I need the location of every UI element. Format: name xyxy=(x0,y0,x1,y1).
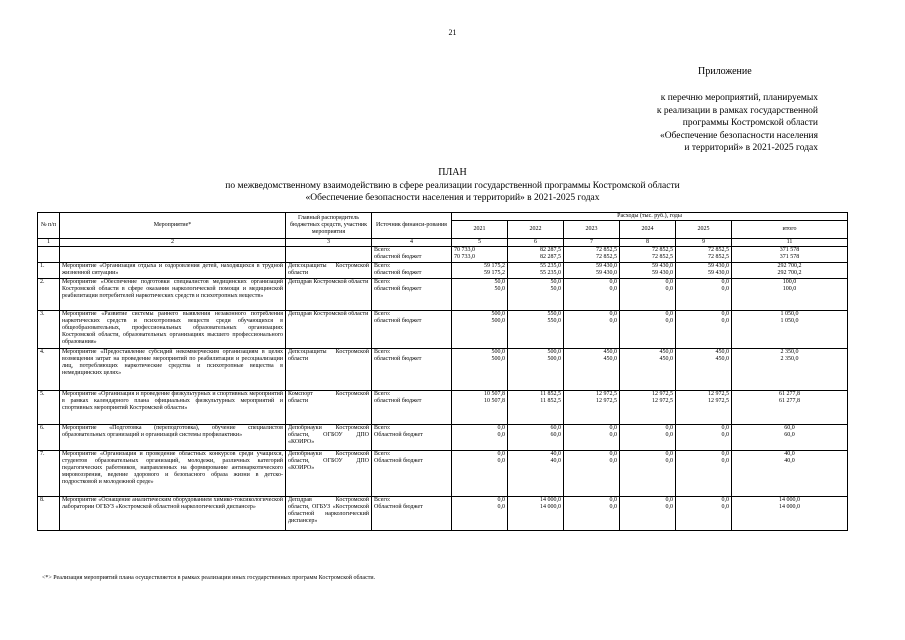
source-label: Всего: xyxy=(374,311,391,317)
value-cell xyxy=(508,497,564,531)
value-cell xyxy=(732,279,848,311)
source-cell xyxy=(372,279,452,311)
value: 0,0 xyxy=(497,458,505,464)
value-cell xyxy=(452,279,508,311)
value: 60,0 xyxy=(550,425,561,431)
event-cell: Мероприятие «Оснащение аналитическим оборудованием химико-токсикологической лаборатории ОГБУЗ «Костромской областной наркологический диспансер» xyxy=(60,497,286,531)
value-cell xyxy=(564,247,620,263)
value: 0,0 xyxy=(497,497,505,503)
value: 59 430,0 xyxy=(708,263,729,269)
column-numbers-row xyxy=(38,239,848,247)
event-cell: Мероприятие «Подготовка (переподготовка), обучение специалистов образовательных организаций и организаций системы профилактики» xyxy=(60,425,286,451)
event-cell: Мероприятие «Организация и проведение областных конкурсов среди учащихся, студентов образовательных организаций, молодежи, различных категорий педагогических работников, направленных на формирование антинаркотического мировоззрения, ведение здорового и безопасного образа жизни в детско-подростковой и молодежной среде» xyxy=(60,451,286,497)
col-number: 11 xyxy=(732,239,848,247)
manager-cell: Комспорт Костромской области xyxy=(286,391,372,425)
value: 0,0 xyxy=(721,318,729,324)
manager-cell: Депздрав Костромской области xyxy=(286,311,372,349)
manager-cell: Депздрав Костромской области, ОГБУЗ «Костромской областной наркологический диспансер» xyxy=(286,497,372,531)
source-cell xyxy=(372,425,452,451)
value-cell xyxy=(508,451,564,497)
col-number: 9 xyxy=(676,239,732,247)
value: 450,0 xyxy=(603,349,617,355)
source-label: Областной бюджет xyxy=(374,432,423,438)
source-label: Областной бюджет xyxy=(374,458,423,464)
appendix-line: к реализации в рамках государственной xyxy=(656,105,818,116)
value: 0,0 xyxy=(665,318,673,324)
source-label: областной бюджет xyxy=(374,398,422,404)
value: 61 277,8 xyxy=(779,391,801,397)
value: 0,0 xyxy=(721,497,729,503)
value: 100,0 xyxy=(782,279,797,285)
footnote: <*> Реализация мероприятий плана осуществляется в рамках реализации иных государственных программ Костромской области. xyxy=(42,575,376,581)
value-cell xyxy=(508,425,564,451)
table-body xyxy=(38,247,848,531)
value-cell xyxy=(676,349,732,391)
row-number: 7. xyxy=(38,451,60,497)
value: 1 050,0 xyxy=(780,318,799,324)
appendix-caption xyxy=(618,92,818,155)
value: 0,0 xyxy=(721,504,729,510)
plan-title: ПЛАН xyxy=(438,167,467,178)
value: 0,0 xyxy=(497,451,505,457)
appendix-heading: Приложение xyxy=(698,66,752,77)
value: 0,0 xyxy=(497,432,505,438)
event-cell: Мероприятие «Обеспечение подготовки специалистов медицинских организаций Костромской области в сфере оказания наркологической помощи и медицинской реабилитации потребителей наркотических средств и психотропных веществ» xyxy=(60,279,286,311)
col-year-header: 2023 xyxy=(564,221,620,239)
value-cell xyxy=(564,391,620,425)
value-cell xyxy=(676,497,732,531)
value: 50,0 xyxy=(550,279,561,285)
value-cell xyxy=(620,263,676,279)
value: 12 972,5 xyxy=(708,398,729,404)
value: 12 972,5 xyxy=(708,391,729,397)
value: 0,0 xyxy=(609,504,617,510)
value-cell xyxy=(508,391,564,425)
value: 500,0 xyxy=(547,356,561,362)
source-label: областной бюджет xyxy=(374,286,422,292)
event-cell: Мероприятие «Развитие системы раннего выявления незаконного потребления наркотических средств и психотропных веществ среди обучающихся в общеобразовательных, профессиональных образовательных организациях Костромской области, образовательных организациях высшего профессионального образования» xyxy=(60,311,286,349)
value-cell xyxy=(620,349,676,391)
value: 60,0 xyxy=(550,432,561,438)
value: 450,0 xyxy=(715,356,729,362)
value: 50,0 xyxy=(550,286,561,292)
value: 450,0 xyxy=(659,349,673,355)
value-cell xyxy=(452,349,508,391)
source-cell xyxy=(372,247,452,263)
value: 59 430,0 xyxy=(652,270,673,276)
manager-cell: Депобрнауки Костромской области, ОГБОУ ДПО «КОИРО» xyxy=(286,451,372,497)
value-cell xyxy=(732,425,848,451)
value: 0,0 xyxy=(721,432,729,438)
value: 14 000,0 xyxy=(540,504,561,510)
value-cell xyxy=(508,263,564,279)
manager-cell: Депобрнауки Костромской области, ОГБОУ ДПО «КОИРО» xyxy=(286,425,372,451)
value: 10 507,8 xyxy=(484,398,505,404)
manager-cell: Депсоцзащиты Костромской области xyxy=(286,349,372,391)
value: 72 852,5 xyxy=(652,254,673,260)
table-row xyxy=(38,451,848,497)
value: 59 430,0 xyxy=(652,263,673,269)
value: 0,0 xyxy=(609,279,617,285)
value-cell xyxy=(508,349,564,391)
totals-row xyxy=(38,247,848,263)
row-number: 8. xyxy=(38,497,60,531)
page-number: 21 xyxy=(448,28,457,37)
value-cell xyxy=(620,247,676,263)
col-number: 1 xyxy=(38,239,60,247)
value: 70 733,0 xyxy=(454,247,475,253)
value: 50,0 xyxy=(494,286,505,292)
table-header xyxy=(38,213,848,247)
col-number: 3 xyxy=(286,239,372,247)
value-cell xyxy=(732,497,848,531)
value-cell xyxy=(732,311,848,349)
col-source-header: Источник финанси-рования xyxy=(372,213,452,239)
value: 40,0 xyxy=(550,458,561,464)
value: 40,0 xyxy=(784,451,795,457)
value-cell xyxy=(732,391,848,425)
value: 2 350,0 xyxy=(780,349,799,355)
col-year-header: 2021 xyxy=(452,221,508,239)
table-row xyxy=(38,391,848,425)
value-cell xyxy=(620,497,676,531)
value: 0,0 xyxy=(609,432,617,438)
value: 0,0 xyxy=(721,451,729,457)
value-cell xyxy=(620,391,676,425)
value: 0,0 xyxy=(721,425,729,431)
col-number: 5 xyxy=(452,239,508,247)
value: 0,0 xyxy=(665,497,673,503)
source-cell xyxy=(372,311,452,349)
appendix-line: «Обеспечение безопасности населения xyxy=(659,130,818,141)
source-label: областной бюджет xyxy=(374,318,422,324)
value: 40,0 xyxy=(550,451,561,457)
col-total-header: итого xyxy=(732,221,848,239)
value: 14 000,0 xyxy=(779,504,801,510)
col-expenses-header: Расходы (тыс. руб.), годы xyxy=(452,213,848,221)
value: 72 852,5 xyxy=(596,247,617,253)
value: 0,0 xyxy=(609,451,617,457)
value-cell xyxy=(620,279,676,311)
value: 60,0 xyxy=(784,425,795,431)
col-num-header: № п/п xyxy=(38,213,60,239)
value-cell xyxy=(676,451,732,497)
value-cell xyxy=(620,425,676,451)
source-label: Всего: xyxy=(374,451,391,457)
value: 0,0 xyxy=(665,451,673,457)
source-label: Всего: xyxy=(374,263,391,269)
value: 450,0 xyxy=(603,356,617,362)
value: 72 852,5 xyxy=(708,247,729,253)
value: 12 972,5 xyxy=(652,391,673,397)
value: 0,0 xyxy=(609,458,617,464)
value: 500,0 xyxy=(491,318,505,324)
value: 55 235,0 xyxy=(540,270,561,276)
plan-subtitle: по межведомственному взаимодействию в сфере реализации государственной программы Костромской области xyxy=(225,181,680,191)
value: 60,0 xyxy=(784,432,795,438)
value-cell xyxy=(676,311,732,349)
value: 0,0 xyxy=(721,286,729,292)
row-number: 6. xyxy=(38,425,60,451)
value-cell xyxy=(452,497,508,531)
manager-cell: Депсоцзащиты Костромской области xyxy=(286,263,372,279)
row-number: 3. xyxy=(38,311,60,349)
value: 450,0 xyxy=(715,349,729,355)
value-cell xyxy=(452,247,508,263)
value-cell xyxy=(676,279,732,311)
value-cell xyxy=(620,311,676,349)
table-row xyxy=(38,311,848,349)
value-cell xyxy=(676,391,732,425)
value: 59 430,0 xyxy=(596,270,617,276)
event-cell: Мероприятие «Предоставление субсидий некоммерческим организациям в целях возмещения затрат на проведение мероприятий по реабилитации и ресоциализации лиц, потребляющих наркотические средства и психотропные вещества в немедицинских целях» xyxy=(60,349,286,391)
value-cell xyxy=(564,451,620,497)
value: 82 287,5 xyxy=(540,254,561,260)
value: 0,0 xyxy=(665,432,673,438)
value: 550,0 xyxy=(547,311,561,317)
value: 100,0 xyxy=(782,286,797,292)
value: 12 972,5 xyxy=(652,398,673,404)
value: 12 972,5 xyxy=(596,398,617,404)
value: 0,0 xyxy=(665,311,673,317)
value: 10 507,8 xyxy=(484,391,505,397)
value: 2 350,0 xyxy=(780,356,799,362)
value: 61 277,8 xyxy=(779,398,801,404)
source-label: областной бюджет xyxy=(374,254,422,260)
value: 371 578 xyxy=(779,254,800,260)
col-year-header: 2025 xyxy=(676,221,732,239)
value-cell xyxy=(452,391,508,425)
value: 72 852,5 xyxy=(652,247,673,253)
source-label: Всего: xyxy=(374,391,391,397)
value-cell xyxy=(508,247,564,263)
value-cell xyxy=(452,263,508,279)
value-cell xyxy=(564,425,620,451)
table-row xyxy=(38,263,848,279)
value: 55 235,0 xyxy=(540,263,561,269)
source-cell xyxy=(372,391,452,425)
value: 59 430,0 xyxy=(708,270,729,276)
value-cell xyxy=(732,349,848,391)
source-cell xyxy=(372,263,452,279)
value: 0,0 xyxy=(665,286,673,292)
value-cell xyxy=(452,425,508,451)
value-cell xyxy=(564,263,620,279)
value: 14 000,0 xyxy=(540,497,561,503)
value-cell xyxy=(732,451,848,497)
value-cell xyxy=(564,349,620,391)
value: 0,0 xyxy=(721,311,729,317)
value-cell xyxy=(732,263,848,279)
value: 14 000,0 xyxy=(779,497,801,503)
value: 0,0 xyxy=(721,279,729,285)
col-number: 7 xyxy=(564,239,620,247)
value: 1 050,0 xyxy=(780,311,799,317)
value: 12 972,5 xyxy=(596,391,617,397)
value: 500,0 xyxy=(491,349,505,355)
appendix-line: к перечню мероприятий, планируемых xyxy=(660,93,818,103)
value: 371 578 xyxy=(779,247,800,253)
manager-cell: Депздрав Костромской области xyxy=(286,279,372,311)
value-cell xyxy=(732,247,848,263)
value: 59 175,2 xyxy=(484,263,505,269)
table-row xyxy=(38,497,848,531)
value: 59 430,0 xyxy=(596,263,617,269)
source-label: областной бюджет xyxy=(374,356,422,362)
col-event-header: Мероприятие* xyxy=(60,213,286,239)
value: 292 700,2 xyxy=(777,270,802,276)
value-cell xyxy=(564,311,620,349)
table-row xyxy=(38,279,848,311)
value: 550,0 xyxy=(547,318,561,324)
source-label: Всего: xyxy=(374,349,391,355)
value: 50,0 xyxy=(494,279,505,285)
appendix-line: программы Костромской области xyxy=(682,118,818,128)
value: 500,0 xyxy=(491,311,505,317)
value: 0,0 xyxy=(609,425,617,431)
value-cell xyxy=(676,425,732,451)
table-row xyxy=(38,349,848,391)
event-cell: Мероприятие «Организация и проведение физкультурных и спортивных мероприятий в рамках календарного плана официальных физкультурных мероприятий и спортивных мероприятий Костромской области» xyxy=(60,391,286,425)
col-number: 2 xyxy=(60,239,286,247)
row-number: 4. xyxy=(38,349,60,391)
col-year-header: 2022 xyxy=(508,221,564,239)
value: 0,0 xyxy=(609,318,617,324)
source-label: Всего: xyxy=(374,425,391,431)
source-label: Областной бюджет xyxy=(374,504,423,510)
value: 0,0 xyxy=(609,497,617,503)
source-label: областной бюджет xyxy=(374,270,422,276)
value: 0,0 xyxy=(609,286,617,292)
value-cell xyxy=(564,497,620,531)
value: 72 852,5 xyxy=(708,254,729,260)
source-cell xyxy=(372,497,452,531)
value: 0,0 xyxy=(497,425,505,431)
value: 11 852,5 xyxy=(540,391,561,397)
value: 500,0 xyxy=(547,349,561,355)
col-manager-header: Главный распорядитель бюджетных средств, участник мероприятия xyxy=(286,213,372,239)
col-number: 8 xyxy=(620,239,676,247)
value: 40,0 xyxy=(784,458,795,464)
value: 59 175,2 xyxy=(484,270,505,276)
value-cell xyxy=(452,451,508,497)
value-cell xyxy=(564,279,620,311)
value: 82 287,5 xyxy=(540,247,561,253)
source-label: Всего: xyxy=(374,497,391,503)
plan-subtitle: «Обеспечение безопасности населения и территорий» в 2021-2025 годах xyxy=(305,193,600,203)
value-cell xyxy=(676,247,732,263)
value-cell xyxy=(452,311,508,349)
row-number: 5. xyxy=(38,391,60,425)
value: 72 852,5 xyxy=(596,254,617,260)
source-cell xyxy=(372,451,452,497)
event-cell: Мероприятие «Организация отдыха и оздоровления детей, находящихся в трудной жизненной ситуации» xyxy=(60,263,286,279)
value: 0,0 xyxy=(497,504,505,510)
table-row xyxy=(38,425,848,451)
value: 0,0 xyxy=(665,279,673,285)
col-number: 6 xyxy=(508,239,564,247)
source-cell xyxy=(372,349,452,391)
value-cell xyxy=(620,451,676,497)
source-label: Всего: xyxy=(374,279,391,285)
value: 0,0 xyxy=(665,458,673,464)
row-number: 2. xyxy=(38,279,60,311)
value: 70 733,0 xyxy=(454,254,475,260)
value: 0,0 xyxy=(609,311,617,317)
col-number: 4 xyxy=(372,239,452,247)
appendix-line: и территорий» в 2021-2025 годах xyxy=(684,143,818,153)
value: 11 852,5 xyxy=(540,398,561,404)
value: 292 700,2 xyxy=(777,263,802,269)
source-label: Всего: xyxy=(374,247,391,253)
row-number: 1. xyxy=(38,263,60,279)
value: 450,0 xyxy=(659,356,673,362)
plan-table xyxy=(37,212,848,531)
value: 0,0 xyxy=(665,425,673,431)
value-cell xyxy=(676,263,732,279)
value: 0,0 xyxy=(665,504,673,510)
value-cell xyxy=(508,311,564,349)
col-year-header: 2024 xyxy=(620,221,676,239)
value-cell xyxy=(508,279,564,311)
value: 500,0 xyxy=(491,356,505,362)
value: 0,0 xyxy=(721,458,729,464)
